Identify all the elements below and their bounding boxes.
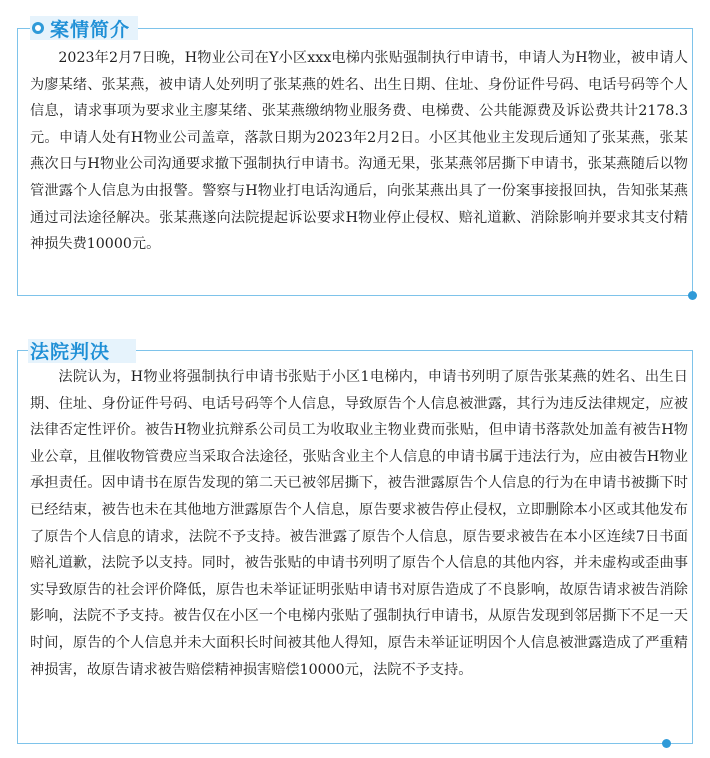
bullet-dot-icon — [32, 22, 44, 34]
case-summary-header — [26, 14, 136, 42]
court-ruling-text: 法院认为，H物业将强制执行申请书张贴于小区1电梯内，申请书列明了原告张某燕的姓名、出生日期、住址、身份证件号码、电话号码等个人信息，导致原告个人信息被泄露，其行为违反法律规定，应被法律否定性评价。被告H物业抗辩系公司员工为收取业主物业费而张贴，但申请书落款处加盖有被告H物业公章，且催收物管费应当采取合法途径，张贴含业主个人信息的申请书属于违法行为，应由被告H物业承担责任。因申请书在原告发现的第二天已被邻居撕下，被告泄露原告个人信息的行为在申请书被撕下时已经结束，被告也未在其他地方泄露原告个人信息，原告要求被告停止侵权，立即删除本小区或其他发布了原告个人信息的请求，法院不予支持。被告泄露了原告个人信息，原告要求被告在本小区连续7日书面赔礼道歉，法院予以支持。同时，被告张贴的申请书列明了原告个人信息的其他内容，并未虚构或歪曲事实导致原告的社会评价降低，原告也未举证证明张贴申请书对原告造成了不良影响，故原告请求被告消除影响，法院不予支持。被告仅在小区一个电梯内张贴了强制执行申请书，从原告发现到邻居撕下不足一天时间，原告的个人信息并未大面积长时间被其他人得知，原告未举证证明因个人信息被泄露造成了严重精神损害，故原告请求被告赔偿精神损害赔偿10000元，法院不予支持。 — [30, 369, 688, 678]
case-summary-text: 2023年2月7日晚，H物业公司在Y小区xxx电梯内张贴强制执行申请书，申请人为H物业，被申请人为廖某绪、张某燕，被申请人处列明了张某燕的姓名、出生日期、住址、身份证件号码、电话号码等个人信息，请求事项为要求业主廖某绪、张某燕缴纳物业服务费、电梯费、公共能源费及诉讼费共计2178.3元。申请人处有H物业公司盖章，落款日期为2023年2月2日。小区其他业主发现后通知了张某燕，张某燕次日与H物业公司沟通要求撤下强制执行申请书。沟通无果，张某燕邻居撕下申请书，张某燕随后以物管泄露个人信息为由报警。警察与H物业打电话沟通后，向张某燕出具了一份案事接报回执，告知张某燕通过司法途径解决。张某燕遂向法院提起诉讼要求H物业停止侵权、赔礼道歉、消除影响并要求其支付精神损失费10000元。 — [30, 50, 688, 253]
case-summary-title: 案情简介 — [50, 18, 131, 41]
court-ruling-title: 法院判决 — [30, 340, 111, 363]
case-summary-corner-dot — [688, 291, 697, 300]
court-ruling-corner-dot — [662, 739, 671, 748]
court-ruling-header — [24, 336, 116, 364]
